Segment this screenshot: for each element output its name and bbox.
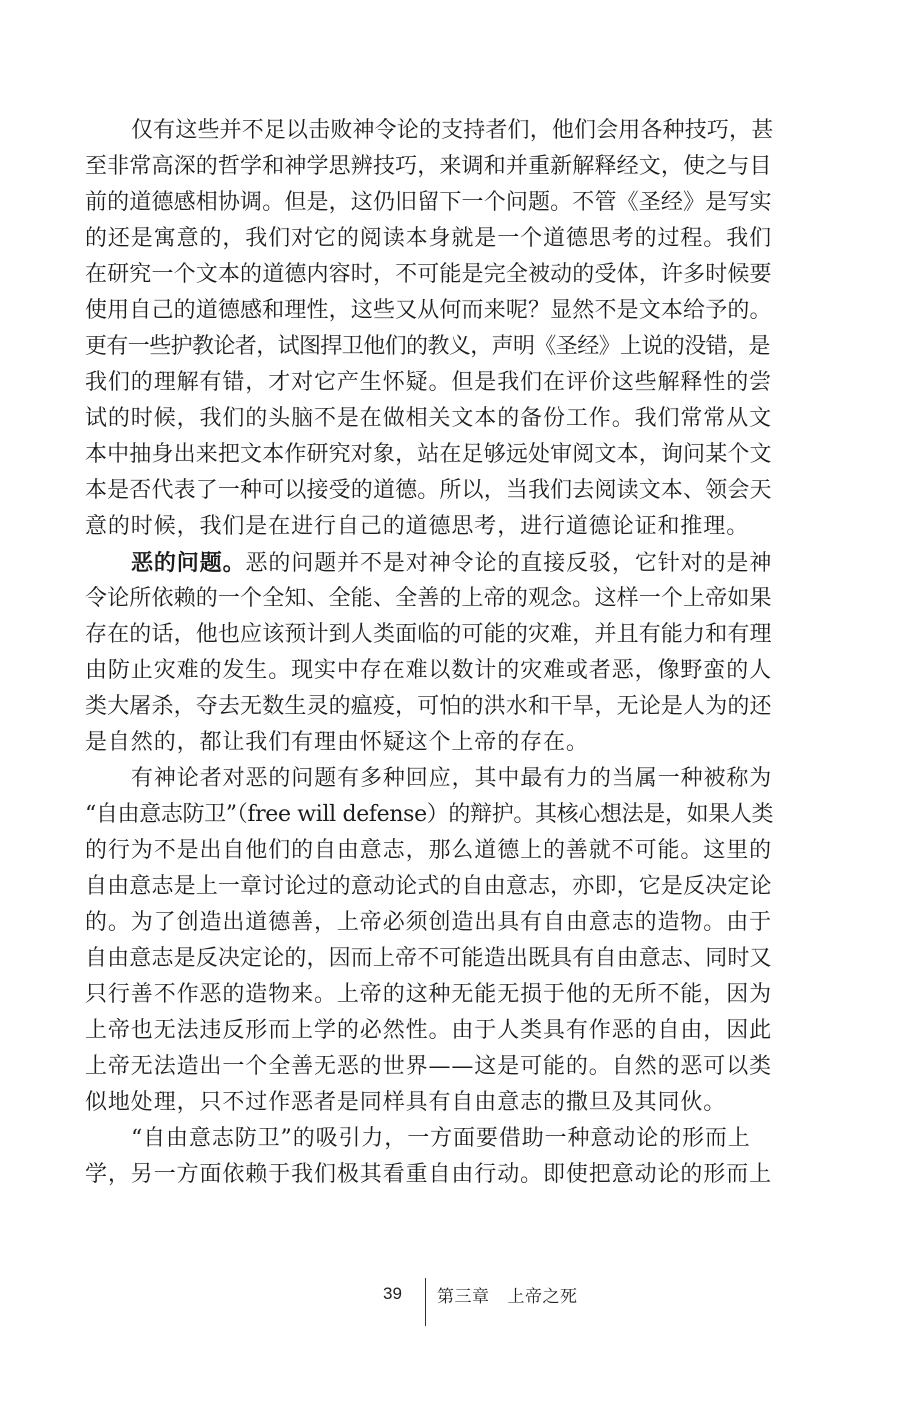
body-text [85,113,775,1193]
text-line [85,1121,775,1157]
page-number: 39 [383,1284,402,1303]
paragraph [85,545,775,761]
line-text: 存在的话，他也应该预计到人类面临的可能的灾难，并且有能力和有理 [85,622,772,647]
paragraph [85,113,775,545]
page-footer [0,1270,900,1340]
line-text: 有神论者对恶的问题有多种回应，其中最有力的当属一种被称为 [131,766,773,791]
text-line [85,617,775,653]
line-text: 学，另一方面依赖于我们极其看重自由行动。即使把意动论的形而上 [85,1162,773,1187]
line-text: 自由意志是上一章讨论过的意动论式的自由意志，亦即，它是反决定论 [85,874,772,899]
footer-divider [425,1278,426,1326]
text-line [85,257,775,293]
text-line [85,869,775,905]
text-line [85,473,775,509]
line-text: 上帝无法造出一个全善无恶的世界——这是可能的。自然的恶可以类 [85,1054,773,1079]
line-text: 试的时候，我们的头脑不是在做相关文本的备份工作。我们常常从文 [85,406,773,431]
paragraph [85,761,775,1121]
text-line [85,941,775,977]
text-line [85,581,775,617]
line-text: 使用自己的道德感和理性，这些又从何而来呢？显然不是文本给予的。 [85,298,772,323]
line-text: 意的时候，我们是在进行自己的道德思考，进行道德论证和推理。 [85,514,750,539]
text-line [85,365,775,401]
line-text: 的还是寓意的，我们对它的阅读本身就是一个道德思考的过程。我们 [85,226,773,251]
line-text: 前的道德感相协调。但是，这仍旧留下一个问题。不管《圣经》是写实 [85,190,772,215]
line-text: 仅有这些并不足以击败神令论的支持者们，他们会用各种技巧，甚 [131,118,774,143]
chapter-title: 上帝之死 [507,1287,578,1307]
line-text: 的行为不是出自他们的自由意志，那么道德上的善就不可能。这里的 [85,838,773,863]
line-text: 本是否代表了一种可以接受的道德。所以，当我们去阅读文本、领会天 [85,478,772,503]
line-text: 更有一些护教论者，试图捍卫他们的教义，声明《圣经》上说的没错，是 [85,334,770,359]
chapter-number: 第三章 [437,1287,490,1307]
text-line [85,185,775,221]
text-line [85,221,775,257]
text-line [85,437,775,473]
text-line [85,1085,775,1121]
line-text: “自由意志防卫”（free will defense）的辩护。其核心想法是，如果人类 [85,802,774,827]
line-text: 本中抽身出来把文本作研究对象，站在足够远处审阅文本，询问某个文 [85,442,772,467]
text-line [85,1049,775,1085]
text-line [85,1013,775,1049]
line-text: 在研究一个文本的道德内容时，不可能是完全被动的受体，许多时候要 [85,262,772,287]
text-line [85,329,775,365]
line-text: 令论所依赖的一个全知、全能、全善的上帝的观念。这样一个上帝如果 [85,586,772,611]
line-text: 似地处理，只不过作恶者是同样具有自由意志的撒旦及其同伙。 [85,1090,727,1115]
paragraph [85,1121,775,1193]
text-line [85,545,775,581]
text-line [85,977,775,1013]
text-line [85,905,775,941]
line-text: 类大屠杀，夺去无数生灵的瘟疫，可怕的洪水和干旱，无论是人为的还 [85,694,772,719]
text-line [85,1157,775,1193]
text-line [85,725,775,761]
line-text: 只行善不作恶的造物来。上帝的这种无能无损于他的无所不能，因为 [85,982,773,1007]
text-line [85,113,775,149]
text-line [85,149,775,185]
text-line [85,833,775,869]
text-line [85,509,775,545]
text-line [85,689,775,725]
text-line [85,401,775,437]
line-text: 上帝也无法违反形而上学的必然性。由于人类具有作恶的自由，因此 [85,1018,773,1043]
line-text: 的。为了创造出道德善，上帝必须创造出具有自由意志的造物。由于 [85,910,773,935]
line-text: 至非常高深的哲学和神学思辨技巧，来调和并重新解释经文，使之与目 [85,154,772,179]
line-text: 是自然的，都让我们有理由怀疑这个上帝的存在。 [85,730,589,755]
line-text: 我们的理解有错，才对它产生怀疑。但是我们在评价这些解释性的尝 [85,370,773,395]
running-header-chapter [437,1282,578,1307]
line-text: 自由意志是反决定论的，因而上帝不可能造出既具有自由意志、同时又 [85,946,772,971]
text-line [85,653,775,689]
line-text: 恶的问题并不是对神令论的直接反驳，它针对的是神 [245,551,773,576]
bold-term: 恶的问题。 [131,550,246,576]
text-line [85,797,775,833]
line-text: 由防止灾难的发生。现实中存在难以数计的灾难或者恶，像野蛮的人 [85,658,773,683]
text-line [85,293,775,329]
line-text: “自由意志防卫”的吸引力，一方面要借助一种意动论的形而上 [131,1126,751,1151]
text-line [85,761,775,797]
